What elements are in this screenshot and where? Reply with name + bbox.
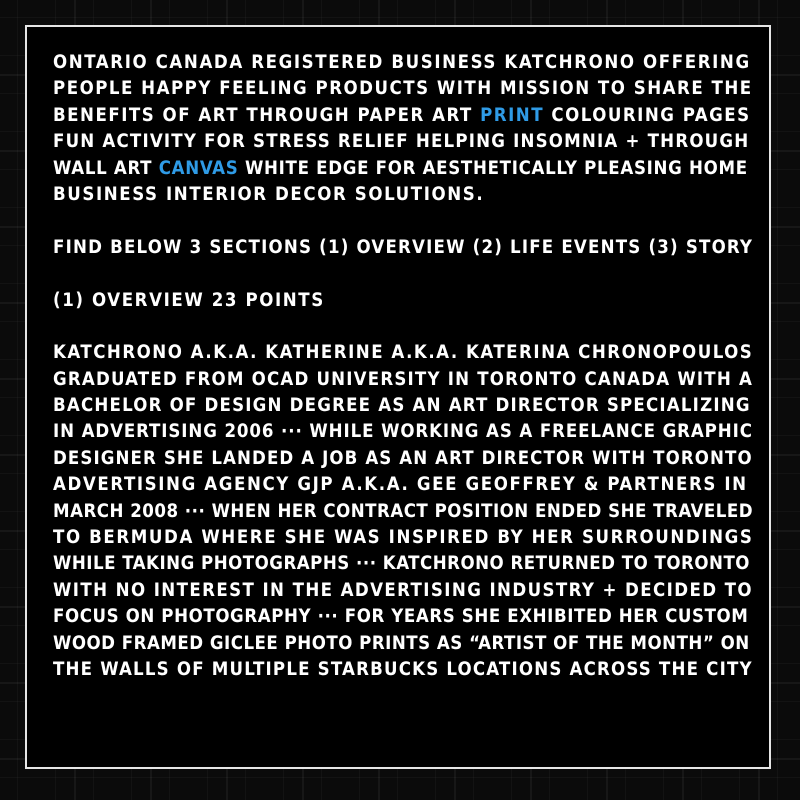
text-panel (25, 25, 771, 769)
spacer (53, 208, 753, 234)
intro-line-5-end: WHITE EDGE FOR AESTHETICALLY PLEASING HOME (238, 157, 748, 179)
overview-heading: (1) OVERVIEW 23 POINTS (53, 289, 325, 311)
overview-line: KATCHRONO A.K.A. KATHERINE A.K.A. KATERINA CHRONOPOULOS (53, 342, 754, 364)
overview-line: BACHELOR OF DESIGN DEGREE AS AN ART DIRECTOR SPECIALIZING (53, 395, 751, 417)
intro-line-4: FUN ACTIVITY FOR STRESS RELIEF HELPING INSOMNIA + THROUGH (53, 131, 750, 153)
print-highlight: PRINT (480, 104, 545, 126)
body-text (53, 50, 753, 683)
canvas-highlight: CANVAS (158, 157, 239, 179)
overview-line: WITH NO INTEREST IN THE ADVERTISING INDUSTRY + DECIDED TO (53, 579, 753, 601)
overview-line: DESIGNER SHE LANDED A JOB AS AN ART DIRECTOR WITH TORONTO (53, 447, 753, 469)
overview-line: GRADUATED FROM OCAD UNIVERSITY IN TORONTO CANADA WITH A (53, 368, 754, 390)
spacer (53, 314, 753, 340)
intro-line-1: ONTARIO CANADA REGISTERED BUSINESS KATCHRONO OFFERING (53, 52, 751, 73)
overview-line: MARCH 2008 ··· WHEN HER CONTRACT POSITION ENDED SHE TRAVELED (53, 500, 754, 522)
intro-line-2: PEOPLE HAPPY FEELING PRODUCTS WITH MISSION TO SHARE THE (53, 78, 753, 100)
spacer (53, 261, 753, 287)
overview-line: WHILE TAKING PHOTOGRAPHS ··· KATCHRONO RETURNED TO TORONTO (53, 553, 750, 575)
intro-line-3-end: COLOURING PAGES (544, 104, 751, 126)
overview-line: ADVERTISING AGENCY GJP A.K.A. GEE GEOFFREY & PARTNERS IN (53, 474, 748, 496)
intro-line-5-start: WALL ART (53, 157, 159, 179)
intro-line-6: BUSINESS INTERIOR DECOR SOLUTIONS. (53, 183, 485, 205)
overview-line: WOOD FRAMED GICLEE PHOTO PRINTS AS “ARTIST OF THE MONTH” ON (53, 632, 750, 654)
intro-line-3 (53, 103, 753, 129)
sections-line: FIND BELOW 3 SECTIONS (1) OVERVIEW (2) LIFE EVENTS (3) STORY (53, 236, 754, 258)
overview-line: FOCUS ON PHOTOGRAPHY ··· FOR YEARS SHE EXHIBITED HER CUSTOM (53, 606, 749, 628)
overview-line: IN ADVERTISING 2006 ··· WHILE WORKING AS A FREELANCE GRAPHIC (53, 421, 753, 443)
intro-line-3-start: BENEFITS OF ART THROUGH PAPER ART (53, 104, 481, 126)
intro-line-5 (53, 156, 753, 182)
overview-line: TO BERMUDA WHERE SHE WAS INSPIRED BY HER SURROUNDINGS (53, 527, 754, 549)
overview-line: THE WALLS OF MULTIPLE STARBUCKS LOCATIONS ACROSS THE CITY (53, 658, 753, 680)
